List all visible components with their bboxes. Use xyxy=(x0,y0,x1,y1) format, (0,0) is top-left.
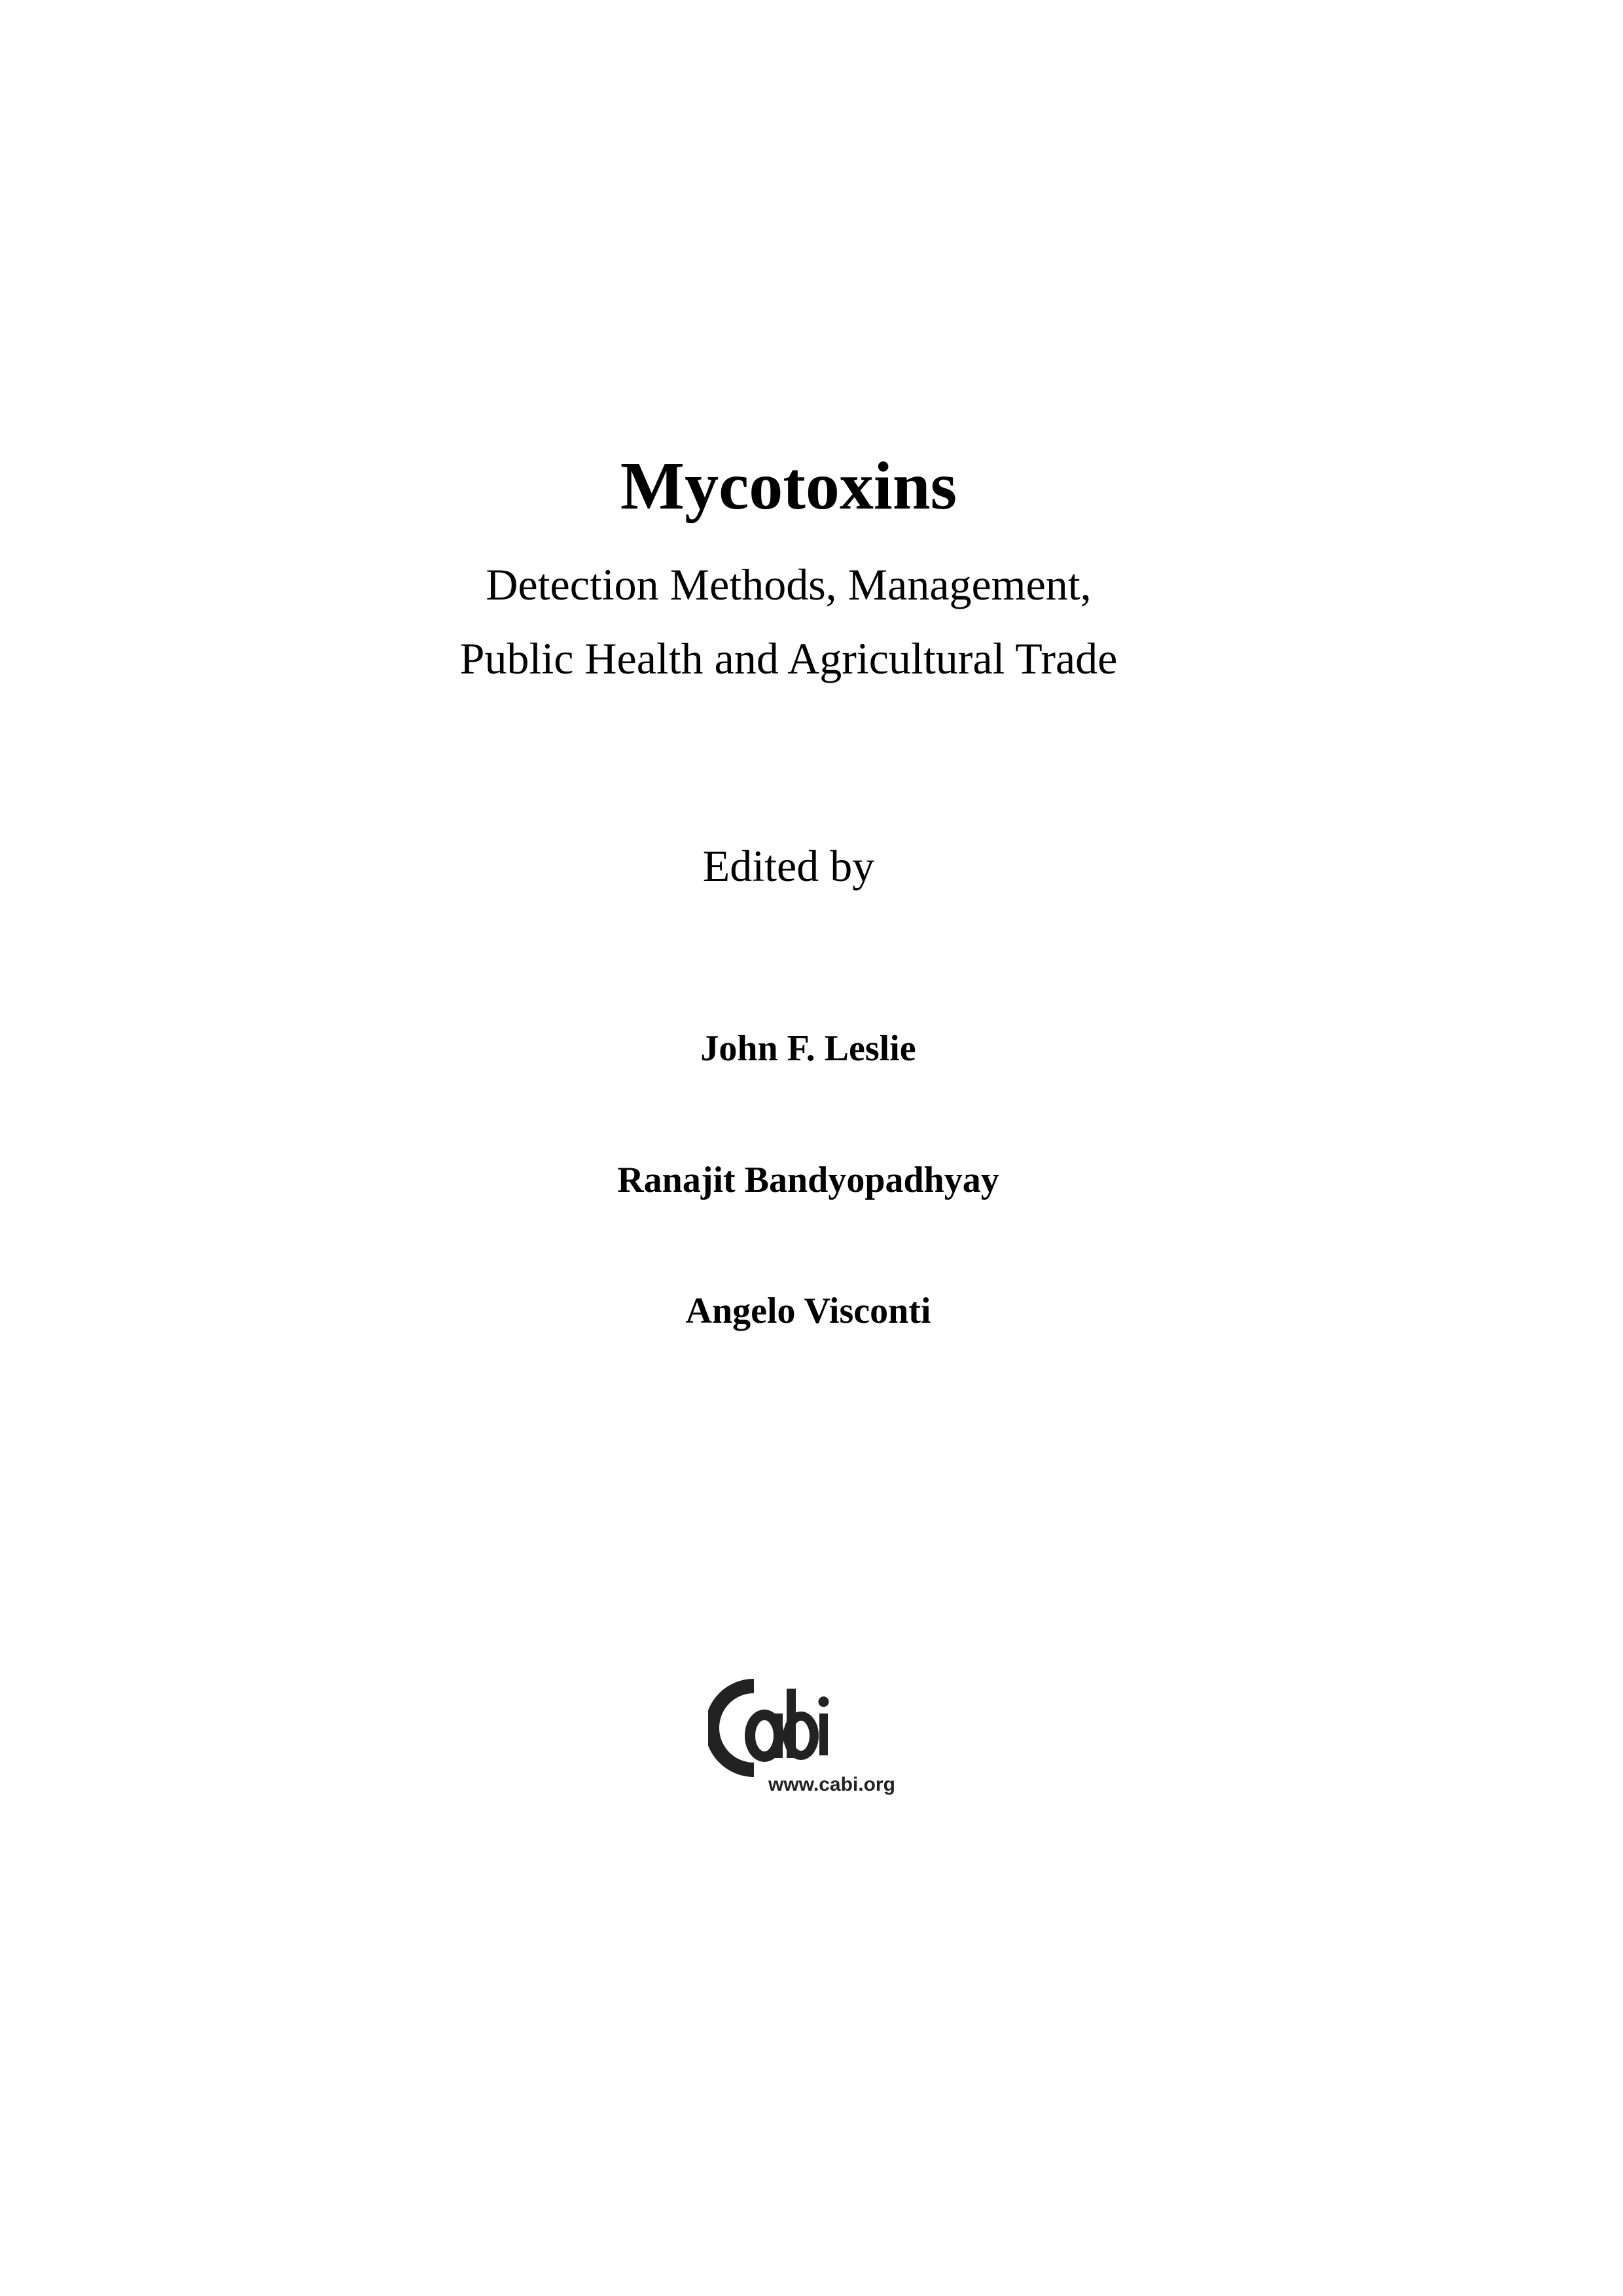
publisher-url: www.cabi.org xyxy=(768,1774,895,1795)
editor-name-1: John F. Leslie xyxy=(700,1028,916,1069)
book-subtitle-line-2: Public Health and Agricultural Trade xyxy=(459,634,1118,683)
cabi-logo-icon xyxy=(708,1676,839,1780)
book-title: Mycotoxins xyxy=(620,448,957,524)
editor-name-3: Angelo Visconti xyxy=(685,1291,931,1331)
book-subtitle-line-1: Detection Methods, Management, xyxy=(486,560,1092,609)
cabi-publisher-logo xyxy=(708,1676,918,1806)
editor-name-2: Ranajit Bandyopadhyay xyxy=(617,1160,999,1200)
edited-by-label: Edited by xyxy=(702,841,875,891)
